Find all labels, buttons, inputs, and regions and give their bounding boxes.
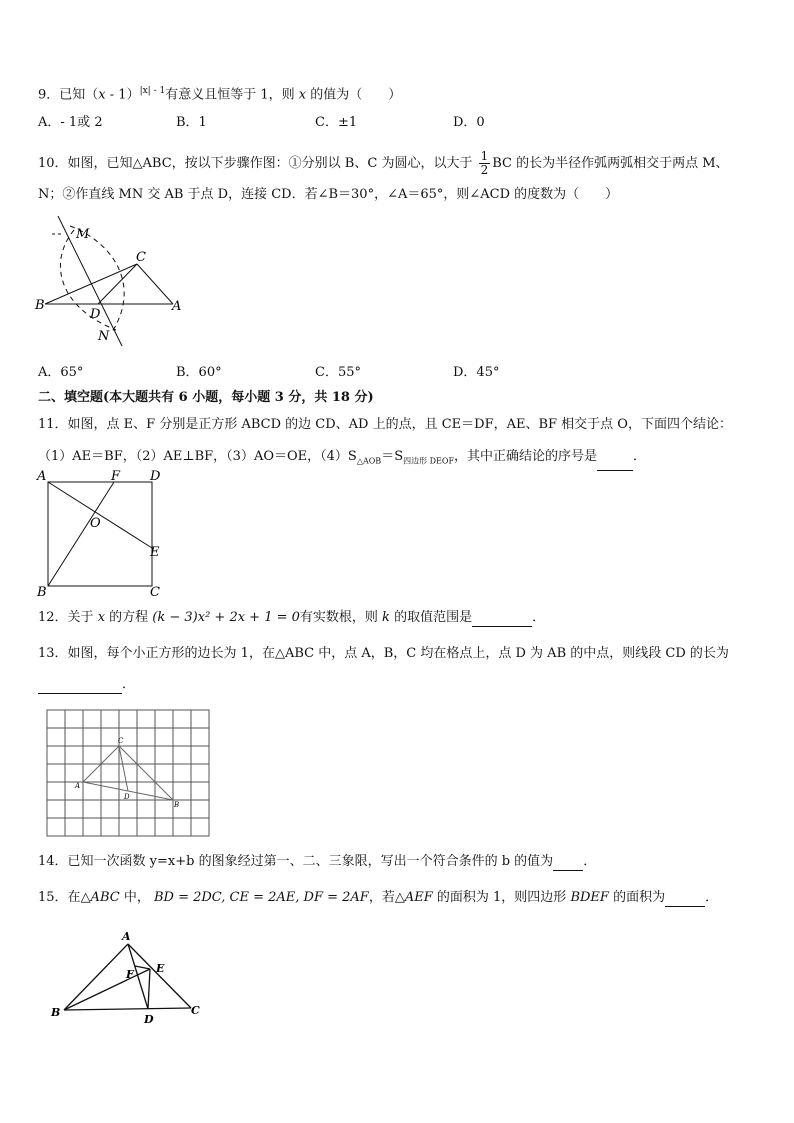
q9-exponent: |x| - 1	[139, 86, 166, 96]
q13-label-b: B	[174, 801, 180, 809]
q9-option-a: A．- 1或 2	[38, 115, 103, 130]
q11-label-b: B	[37, 585, 47, 600]
q15-label-f: F	[126, 968, 134, 981]
q10-fraction: $\frac{1}{2}$	[480, 149, 489, 177]
q13-grid	[47, 710, 209, 836]
q10-option-c: C．55°	[315, 365, 361, 380]
q13-number: 13．	[38, 646, 68, 661]
q15-figure	[44, 926, 214, 1032]
q9-number: 9．	[38, 87, 60, 103]
q15-segment-fe	[135, 966, 150, 969]
q10-number: 10．	[38, 156, 68, 171]
q15-side-bc	[64, 1008, 191, 1010]
q11-number: 11．	[38, 417, 68, 432]
q10-label-m: M	[76, 227, 90, 242]
q9-option-c: C．±1	[315, 115, 358, 130]
q10-label-a: A	[172, 299, 182, 314]
q10-stem-line1: 10．如图，已知△ABC，按以下步骤作图：①分别以 B、C 为圆心，以大于 $\frac{1}{2}$ BC 的长为半径作弧两弧相交于两点 M、	[38, 149, 729, 177]
q13-stem: 13．如图，每个小正方形的边长为 1，在△ABC 中，点 A，B，C 均在格点上，点 D 为 AB 的中点，则线段 CD 的长为	[38, 646, 729, 661]
q15-number: 15．	[38, 890, 68, 905]
q15-segment-de	[148, 969, 150, 1009]
q15-label-b: B	[51, 1006, 61, 1019]
q14-answer-blank[interactable]	[553, 856, 583, 871]
q10-label-c: C	[136, 250, 146, 265]
q10-segment-cd	[98, 264, 137, 304]
q11-label-f: F	[111, 469, 121, 484]
q13-answer-line: ．	[38, 676, 135, 694]
q11-segment-ae	[48, 482, 152, 548]
q12-answer-blank[interactable]	[472, 612, 532, 627]
q15-side-ab	[64, 944, 128, 1010]
q11-label-a: A	[37, 469, 47, 484]
q12-stem: 12．关于 x 的方程 (k − 3)x² + 2x + 1 = 0有实数根，则 k 的取值范围是 ．	[38, 610, 546, 625]
q10-option-b: B．60°	[176, 365, 222, 380]
q13-label-c: C	[118, 737, 124, 745]
q13-segment-cd	[119, 746, 128, 791]
q12-number: 12．	[38, 610, 68, 625]
q10-figure	[30, 212, 200, 352]
q11-label-e: E	[150, 545, 160, 560]
q11-square	[48, 482, 152, 586]
q9-option-d: D．0	[453, 115, 485, 130]
q11-label-c: C	[150, 585, 160, 600]
q15-answer-blank[interactable]	[665, 892, 705, 907]
q11-figure	[34, 468, 174, 600]
q11-stem-line2: （1）AE＝BF，（2）AE⊥BF，（3）AO＝OE，$(4)S_{\triangle AOB}=S_{四边形 DEOF}$，其中正确结论的序号是 ．	[38, 448, 646, 471]
q15-stem: 15．在△ABC 中， BD = 2DC, CE = 2AE, DF = 2AF，若△AEF 的面积为 1，则四边形 BDEF 的面积为 ．	[38, 890, 719, 905]
q15-conditions: BD = 2DC, CE = 2AE, DF = 2AF	[153, 890, 369, 905]
q10-option-d: D．45°	[453, 365, 500, 380]
q11-stem-line1: 11．如图，点 E、F 分别是正方形 ABCD 的边 CD、AD 上的点，且 CE＝DF，AE、BF 相交于点 O，下面四个结论：	[38, 417, 732, 432]
q13-label-d: D	[124, 793, 130, 801]
q10-label-b: B	[35, 298, 45, 313]
q11-answer-blank[interactable]	[597, 456, 633, 471]
q10-label-d: D	[90, 307, 101, 322]
q9-stem: 9．已知（x - 1）$^{|x| - 1}$有意义且恒等于 1，则 x 的值为（ ）	[38, 86, 402, 103]
q10-side-ca	[137, 264, 173, 304]
q15-label-e: E	[156, 962, 165, 975]
q15-label-a: A	[122, 930, 131, 943]
q15-label-c: C	[191, 1004, 200, 1017]
q15-label-d: D	[144, 1013, 154, 1026]
q14-stem: 14．已知一次函数 y=x+b 的图象经过第一、二、三象限，写出一个符合条件的 b 的值为 ．	[38, 854, 597, 869]
q10-option-a: A．65°	[38, 365, 84, 380]
q9-option-b: B．1	[176, 115, 207, 130]
q11-label-d: D	[150, 469, 161, 484]
q13-label-a: A	[75, 782, 81, 790]
q11-segment-bf	[48, 482, 114, 586]
q13-answer-blank[interactable]	[38, 679, 122, 694]
q13-side-cb	[119, 746, 173, 800]
q12-equation: (k − 3)x² + 2x + 1 = 0	[152, 610, 300, 625]
q10-arc-left	[60, 230, 116, 330]
q11-label-o: O	[90, 516, 101, 531]
q10-stem-line2: N；②作直线 MN 交 AB 于点 D，连接 CD．若∠B＝30°，∠A＝65°，则∠ACD 的度数为（ ）	[38, 187, 619, 202]
section-title: 二、填空题(本大题共有 6 小题，每小题 3 分，共 18 分)	[38, 390, 374, 405]
q10-line-mn	[58, 216, 122, 346]
q13-grid-figure	[46, 709, 212, 839]
q10-label-n: N	[98, 329, 110, 344]
q14-number: 14．	[38, 854, 68, 869]
